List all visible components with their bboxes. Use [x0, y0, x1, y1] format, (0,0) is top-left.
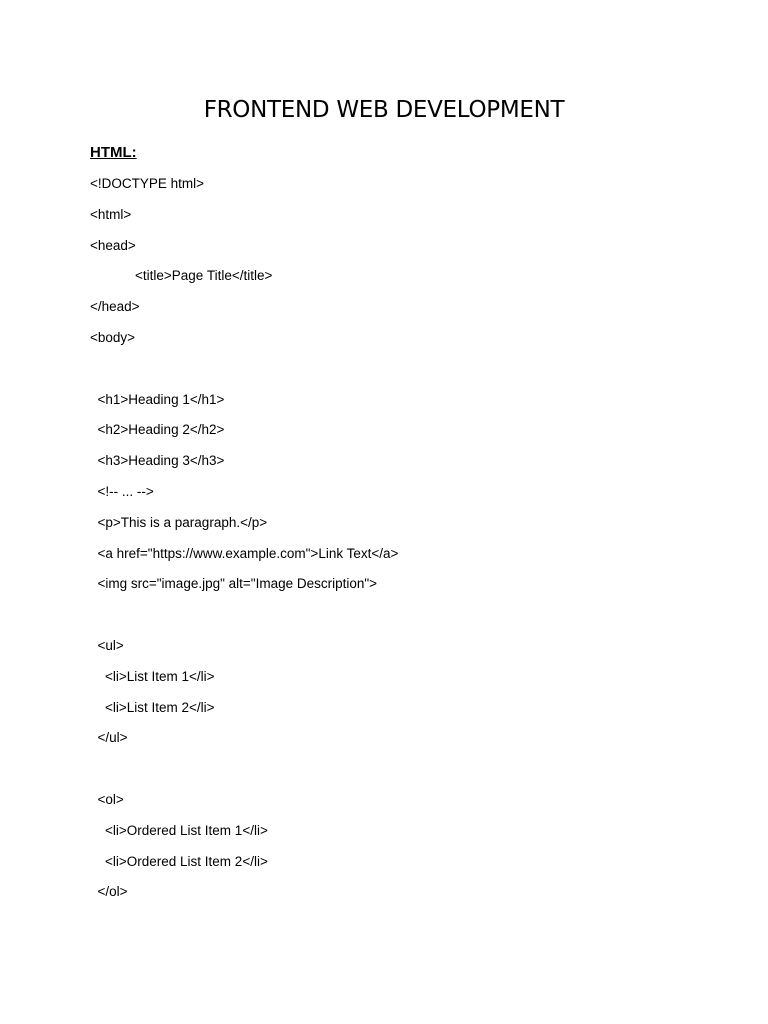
code-line: <li>List Item 2</li> [90, 699, 215, 715]
code-line: <title>Page Title</title> [90, 268, 273, 284]
code-line: <a href="https://www.example.com">Link Text</a> [90, 545, 399, 561]
code-line: <li>Ordered List Item 2</li> [90, 853, 268, 869]
code-line: </ul> [90, 730, 128, 746]
code-line: <!DOCTYPE html> [90, 176, 205, 191]
code-line: <ul> [90, 637, 124, 653]
document-title: FRONTEND WEB DEVELOPMENT [203, 97, 565, 123]
code-line: <ol> [90, 791, 124, 807]
code-line: </head> [90, 299, 140, 315]
blank-line [90, 359, 398, 390]
code-line: <head> [90, 237, 136, 253]
blank-line [90, 759, 398, 790]
code-line: <body> [90, 329, 136, 345]
section-heading-html: HTML: [90, 144, 137, 161]
code-line: <img src="image.jpg" alt="Image Description"> [90, 576, 378, 592]
code-line: <li>Ordered List Item 1</li> [90, 822, 268, 838]
blank-line [90, 605, 398, 636]
code-line: <p>This is a paragraph.</p> [90, 514, 268, 530]
code-line: <h3>Heading 3</h3> [90, 453, 225, 469]
code-line: <h2>Heading 2</h2> [90, 422, 225, 438]
code-line: </ol> [90, 884, 128, 900]
code-line: <!-- ... --> [90, 483, 154, 499]
html-code-block [90, 174, 398, 913]
code-line: <h1>Heading 1</h1> [90, 391, 225, 407]
code-line: <html> [90, 206, 132, 222]
code-line: <li>List Item 1</li> [90, 668, 215, 684]
